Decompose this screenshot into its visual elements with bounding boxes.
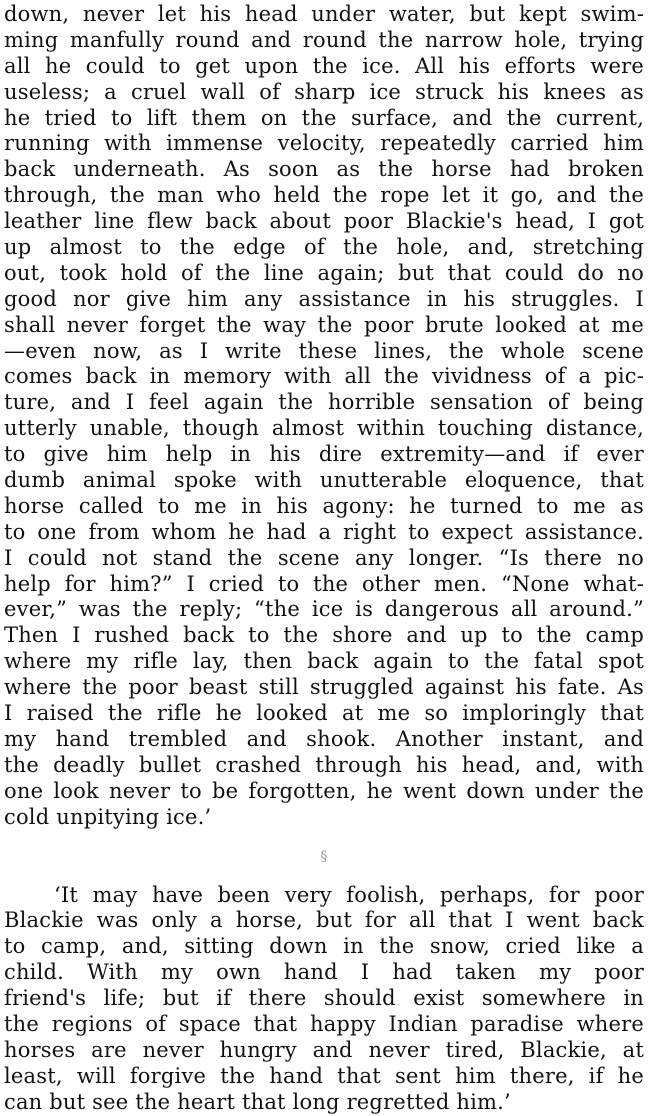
text-line: comes back in memory with all the vividness of a pic- (4, 364, 644, 389)
text-line: ming manfully round and round the narrow hole, trying (4, 27, 644, 52)
text-line: running with immense velocity, repeatedly carried him (4, 131, 644, 156)
text-line: the deadly bullet crashed through his head, and, with (4, 752, 644, 777)
text-line: I raised the rifle he looked at me so imploringly that (4, 701, 644, 726)
section-separator: § (320, 848, 328, 865)
text-line: down, never let his head under water, but kept swim- (4, 2, 644, 26)
text-line: leather line flew back about poor Blackie's head, I got (4, 209, 644, 234)
text-line: ever,” was the reply; “the ice is dangerous all around.” (4, 597, 644, 622)
text-line: where my rifle lay, then back again to the fatal spot (4, 649, 644, 674)
text-line: Then I rushed back to the shore and up to the camp (4, 623, 644, 648)
text-line: help for him?” I cried to the other men. “None what- (4, 571, 644, 596)
text-line: one look never to be forgotten, he went down under the (4, 778, 644, 803)
text-line: horses are never hungry and never tired, Blackie, at (4, 1037, 644, 1062)
text-line: back underneath. As soon as the horse had broken (4, 157, 644, 182)
text-line: useless; a cruel wall of sharp ice struck his knees as (4, 79, 644, 104)
text-line: all he could to get upon the ice. All his efforts were (4, 53, 644, 78)
text-line: dumb animal spoke with unutterable eloquence, that (4, 468, 644, 493)
text-line: my hand trembled and shook. Another instant, and (4, 726, 644, 751)
text-line: child. With my own hand I had taken my poor (4, 960, 644, 985)
book-page (4, 2, 644, 1116)
text-line: —even now, as I write these lines, the whole scene (4, 338, 644, 363)
text-line: I could not stand the scene any longer. “Is there no (4, 545, 644, 570)
text-line: to camp, and, sitting down in the snow, cried like a (4, 934, 644, 959)
text-line: utterly unable, though almost within touching distance, (4, 416, 644, 441)
text-line: to one from whom he had a right to expect assistance. (4, 519, 644, 544)
text-line: shall never forget the way the poor brute looked at me (4, 312, 644, 337)
text-line: out, took hold of the line again; but that could do no (4, 260, 644, 285)
text-line: friend's life; but if there should exist somewhere in (4, 986, 644, 1011)
text-line: ture, and I feel again the horrible sensation of being (4, 390, 644, 415)
text-line: can but see the heart that long regretted him.’ (4, 1089, 511, 1114)
paragraph-horse-drowning (4, 2, 644, 831)
text-line: up almost to the edge of the hole, and, stretching (4, 235, 644, 260)
text-line: cold unpitying ice.’ (4, 804, 212, 829)
text-line: where the poor beast still struggled against his fate. As (4, 675, 644, 700)
text-line: least, will forgive the hand that sent him there, if he (4, 1063, 644, 1088)
text-line: ‘It may have been very foolish, perhaps, for poor (54, 882, 644, 907)
text-line: through, the man who held the rope let it go, and the (4, 183, 644, 208)
text-line: he tried to lift them on the surface, and the current, (4, 105, 644, 130)
paragraph-blackie-farewell (4, 883, 644, 1116)
text-line: good nor give him any assistance in his struggles. I (4, 286, 644, 311)
text-line: the regions of space that happy Indian paradise where (4, 1011, 644, 1036)
text-line: Blackie was only a horse, but for all that I went back (4, 908, 644, 933)
text-line: horse called to me in his agony: he turned to me as (4, 493, 644, 518)
text-line: to give him help in his dire extremity—and if ever (4, 442, 644, 467)
